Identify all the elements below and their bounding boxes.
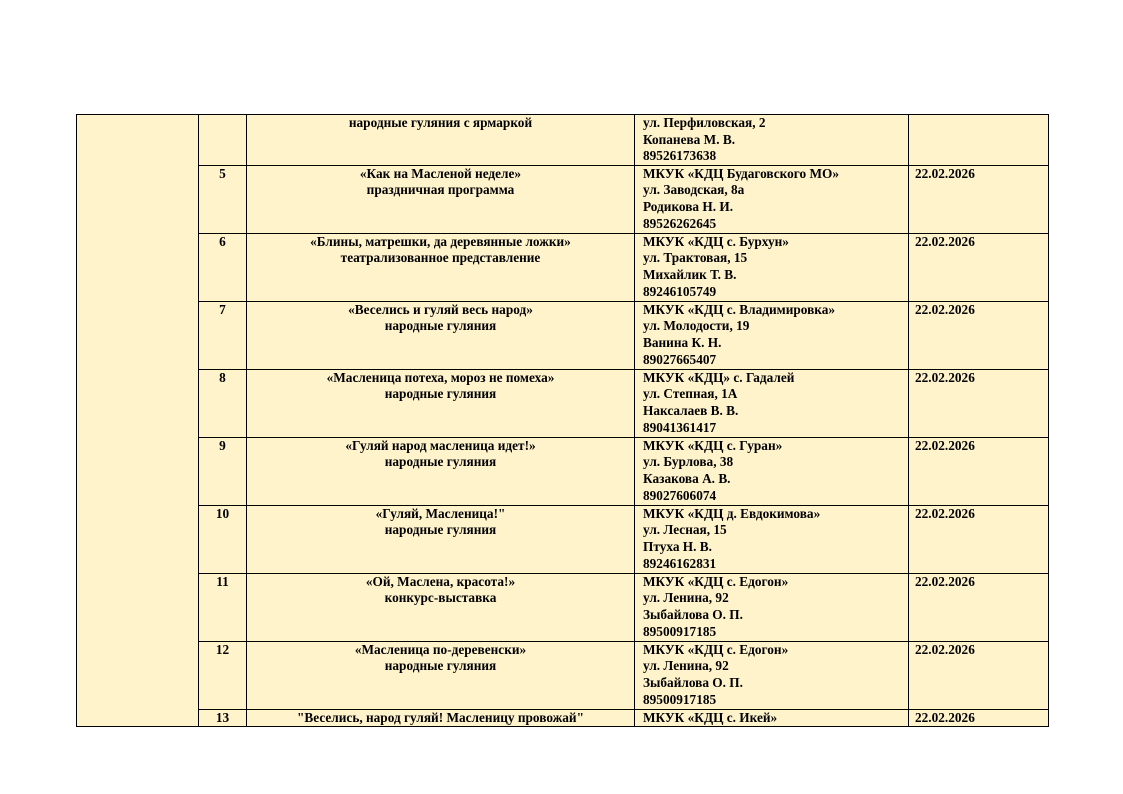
event-type: театрализованное представление <box>340 250 541 266</box>
venue-cell <box>635 369 909 437</box>
event-title: «Гуляй, Масленица!" <box>375 505 506 521</box>
row-number: 11 <box>199 573 247 641</box>
row-number <box>199 115 247 166</box>
venue-org: МКУК «КДЦ с. Едогон» <box>643 641 789 657</box>
venue-contact: Михайлик Т. В. <box>643 266 737 282</box>
date-cell: 22.02.2026 <box>909 233 1049 301</box>
event-type: народные гуляния <box>384 454 497 470</box>
venue-cell <box>635 233 909 301</box>
table-row <box>77 641 1049 709</box>
table-row-continued <box>77 115 1049 166</box>
venue-contact: Наксалаев В. В. <box>643 402 739 418</box>
event-title: «Ой, Маслена, красота!» <box>365 573 516 589</box>
events-schedule-table <box>76 114 1049 727</box>
venue-phone: 89500917185 <box>643 623 717 639</box>
venue-address: ул. Молодости, 19 <box>643 318 750 334</box>
venue-cell <box>635 505 909 573</box>
venue-phone: 89246105749 <box>643 283 717 299</box>
event-cell <box>247 437 635 505</box>
row-number: 13 <box>199 709 247 727</box>
venue-contact: Казакова А. В. <box>643 470 731 486</box>
venue-org: МКУК «КДЦ д. Евдокимова» <box>643 505 821 521</box>
venue-address: ул. Степная, 1А <box>643 386 738 402</box>
row-number: 6 <box>199 233 247 301</box>
venue-phone: 89500917185 <box>643 691 717 707</box>
venue-phone: 89041361417 <box>643 419 717 435</box>
event-cell <box>247 641 635 709</box>
venue-contact: Копанева М. В. <box>643 131 736 147</box>
event-cell <box>247 301 635 369</box>
event-title: «Блины, матрешки, да деревянные ложки» <box>310 233 571 249</box>
venue-org: МКУК «КДЦ» с. Гадалей <box>643 369 795 385</box>
venue-org: МКУК «КДЦ с. Гуран» <box>643 437 783 453</box>
event-title: "Веселись, народ гуляй! Масленицу провожай" <box>297 709 584 725</box>
venue-contact: Ванина К. Н. <box>643 334 722 350</box>
table-row <box>77 233 1049 301</box>
venue-org: МКУК «КДЦ с. Едогон» <box>643 573 789 589</box>
venue-phone: 89027606074 <box>643 487 717 503</box>
event-type: народные гуляния <box>384 318 497 334</box>
row-number: 9 <box>199 437 247 505</box>
event-cell <box>247 709 635 727</box>
date-cell: 22.02.2026 <box>909 573 1049 641</box>
table-row <box>77 301 1049 369</box>
venue-contact: Птуха Н. В. <box>643 538 712 554</box>
venue-cell <box>635 301 909 369</box>
date-cell <box>909 115 1049 166</box>
table-row <box>77 505 1049 573</box>
venue-cell <box>635 437 909 505</box>
venue-phone: 89027665407 <box>643 351 717 367</box>
date-cell: 22.02.2026 <box>909 709 1049 727</box>
event-title: «Как на Масленой неделе» <box>359 165 522 181</box>
event-title: «Масленица по-деревенски» <box>354 641 527 657</box>
venue-org: МКУК «КДЦ Будаговского МО» <box>643 165 840 181</box>
venue-cell <box>635 709 909 727</box>
venue-cell <box>635 165 909 233</box>
event-type: праздничная программа <box>366 182 515 198</box>
event-title: «Гуляй народ масленица идет!» <box>345 437 536 453</box>
date-cell: 22.02.2026 <box>909 165 1049 233</box>
venue-contact: Зыбайлова О. П. <box>643 606 743 622</box>
venue-phone: 89526173638 <box>643 148 717 164</box>
row-number: 7 <box>199 301 247 369</box>
venue-contact: Зыбайлова О. П. <box>643 674 743 690</box>
event-cell <box>247 573 635 641</box>
venue-cell <box>635 115 909 166</box>
table-row <box>77 369 1049 437</box>
event-cell <box>247 165 635 233</box>
event-cell <box>247 505 635 573</box>
table-row <box>77 437 1049 505</box>
district-cell <box>77 115 199 727</box>
venue-address: ул. Бурлова, 38 <box>643 454 734 470</box>
venue-address: ул. Ленина, 92 <box>643 658 729 674</box>
event-title: «Веселись и гуляй весь народ» <box>348 301 533 317</box>
venue-phone: 89246162831 <box>643 555 717 571</box>
venue-cell <box>635 641 909 709</box>
event-type: народные гуляния <box>384 658 497 674</box>
event-cell <box>247 233 635 301</box>
event-type: народные гуляния <box>384 522 497 538</box>
venue-contact: Родикова Н. И. <box>643 198 734 214</box>
table-row <box>77 573 1049 641</box>
venue-address: ул. Перфиловская, 2 <box>643 115 766 130</box>
venue-address: ул. Заводская, 8а <box>643 182 745 198</box>
date-cell: 22.02.2026 <box>909 369 1049 437</box>
date-cell: 22.02.2026 <box>909 641 1049 709</box>
venue-org: МКУК «КДЦ с. Бурхун» <box>643 233 789 249</box>
date-cell: 22.02.2026 <box>909 301 1049 369</box>
venue-address: ул. Трактовая, 15 <box>643 250 748 266</box>
row-number: 10 <box>199 505 247 573</box>
date-cell: 22.02.2026 <box>909 505 1049 573</box>
table-row <box>77 165 1049 233</box>
event-cell <box>247 369 635 437</box>
venue-cell <box>635 573 909 641</box>
event-type: конкурс-выставка <box>384 590 497 606</box>
venue-phone: 89526262645 <box>643 215 717 231</box>
venue-org: МКУК «КДЦ с. Икей» <box>643 709 778 725</box>
venue-address: ул. Ленина, 92 <box>643 590 729 606</box>
event-type: народные гуляния с ярмаркой <box>348 115 533 130</box>
row-number: 8 <box>199 369 247 437</box>
venue-address: ул. Лесная, 15 <box>643 522 727 538</box>
event-type: народные гуляния <box>384 386 497 402</box>
date-cell: 22.02.2026 <box>909 437 1049 505</box>
event-title: «Масленица потеха, мороз не помеха» <box>326 369 555 385</box>
event-cell <box>247 115 635 166</box>
row-number: 12 <box>199 641 247 709</box>
row-number: 5 <box>199 165 247 233</box>
venue-org: МКУК «КДЦ с. Владимировка» <box>643 301 836 317</box>
table-row <box>77 709 1049 727</box>
